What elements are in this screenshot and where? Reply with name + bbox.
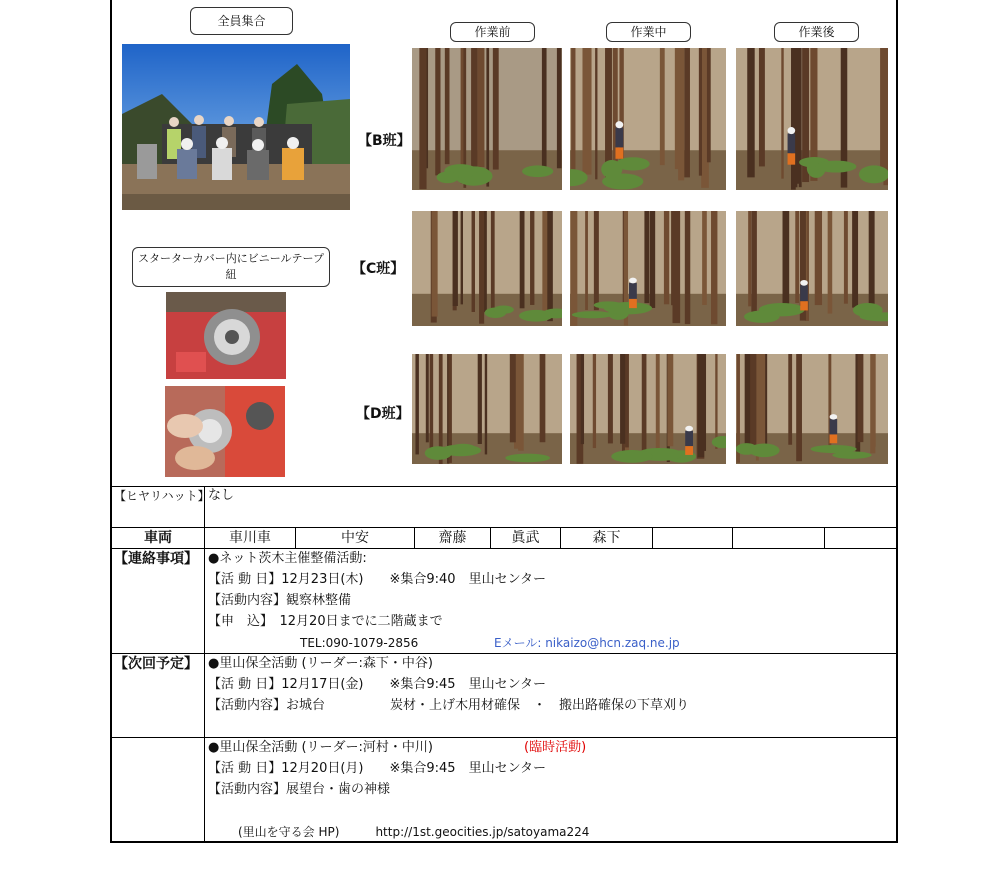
after-label: 作業後 (774, 22, 859, 42)
extra-line: 【活 動 日】12月20日(月) ※集合9:45 里山センター (208, 761, 547, 776)
contact-line: ●ネット茨木主催整備活動: (208, 551, 367, 566)
team-d-label: 【D班】 (356, 406, 410, 422)
contact-tel: TEL:090-1079-2856 (300, 636, 419, 650)
hiyari-value: なし (208, 488, 235, 503)
contact-line: 【活動内容】観察林整備 (208, 593, 352, 608)
team-c-during-photo (570, 211, 726, 326)
team-b-during-photo (570, 48, 726, 190)
team-b-before-photo (412, 48, 562, 190)
contact-line: 【活 動 日】12月23日(木) ※集合9:40 里山センター (208, 572, 547, 587)
team-d-after-photo (736, 354, 888, 464)
team-c-label: 【C班】 (352, 261, 405, 277)
extra-title: ●里山保全活動 (リーダー:河村・中川) (208, 740, 433, 755)
team-d-during-photo (570, 354, 726, 464)
starter-photo-1 (166, 292, 286, 379)
group-photo (122, 44, 350, 210)
starter-photo-2 (165, 386, 285, 477)
during-label: 作業中 (606, 22, 691, 42)
extra-footer: (里山を守る会 HP) http://1st.geocities.jp/satoyama224 (238, 825, 590, 839)
vehicle-cell: 齋藤 (438, 530, 467, 546)
team-c-before-photo (412, 211, 562, 326)
next-line: 【活動内容】お城台 炭材・上げ木用材確保 ・ 搬出路確保の下草刈り (208, 698, 690, 713)
next-header: 【次回予定】 (114, 656, 198, 672)
vehicle-cell: 車川車 (229, 530, 271, 546)
hiyari-header: 【ヒヤリハット】 (114, 489, 210, 503)
team-c-after-photo (736, 211, 888, 326)
all-members-label: 全員集合 (190, 7, 293, 35)
team-b-after-photo (736, 48, 888, 190)
team-d-before-photo (412, 354, 562, 464)
next-line: 【活 動 日】12月17日(金) ※集合9:45 里山センター (208, 677, 547, 692)
extra-temp-badge: (臨時活動) (524, 740, 587, 755)
next-line: ●里山保全活動 (リーダー:森下・中谷) (208, 656, 433, 671)
vehicle-cell: 森下 (592, 530, 621, 546)
before-label: 作業前 (450, 22, 535, 42)
team-b-label: 【B班】 (358, 133, 411, 149)
vehicles-header: 車両 (144, 530, 172, 546)
contact-header: 【連絡事項】 (114, 551, 198, 567)
contact-line: 【申 込】 12月20日までに二階蔵まで (208, 614, 443, 629)
vehicle-cell: 中安 (341, 530, 369, 546)
vehicle-cell: 眞武 (511, 530, 540, 546)
starter-note-label: スターターカバー内にビニールテープ 紐 (132, 247, 330, 287)
contact-email[interactable]: Eメール: nikaizo@hcn.zaq.ne.jp (494, 636, 680, 650)
extra-line: 【活動内容】展望台・歯の神様 (208, 782, 391, 797)
report-sheet (110, 0, 898, 843)
